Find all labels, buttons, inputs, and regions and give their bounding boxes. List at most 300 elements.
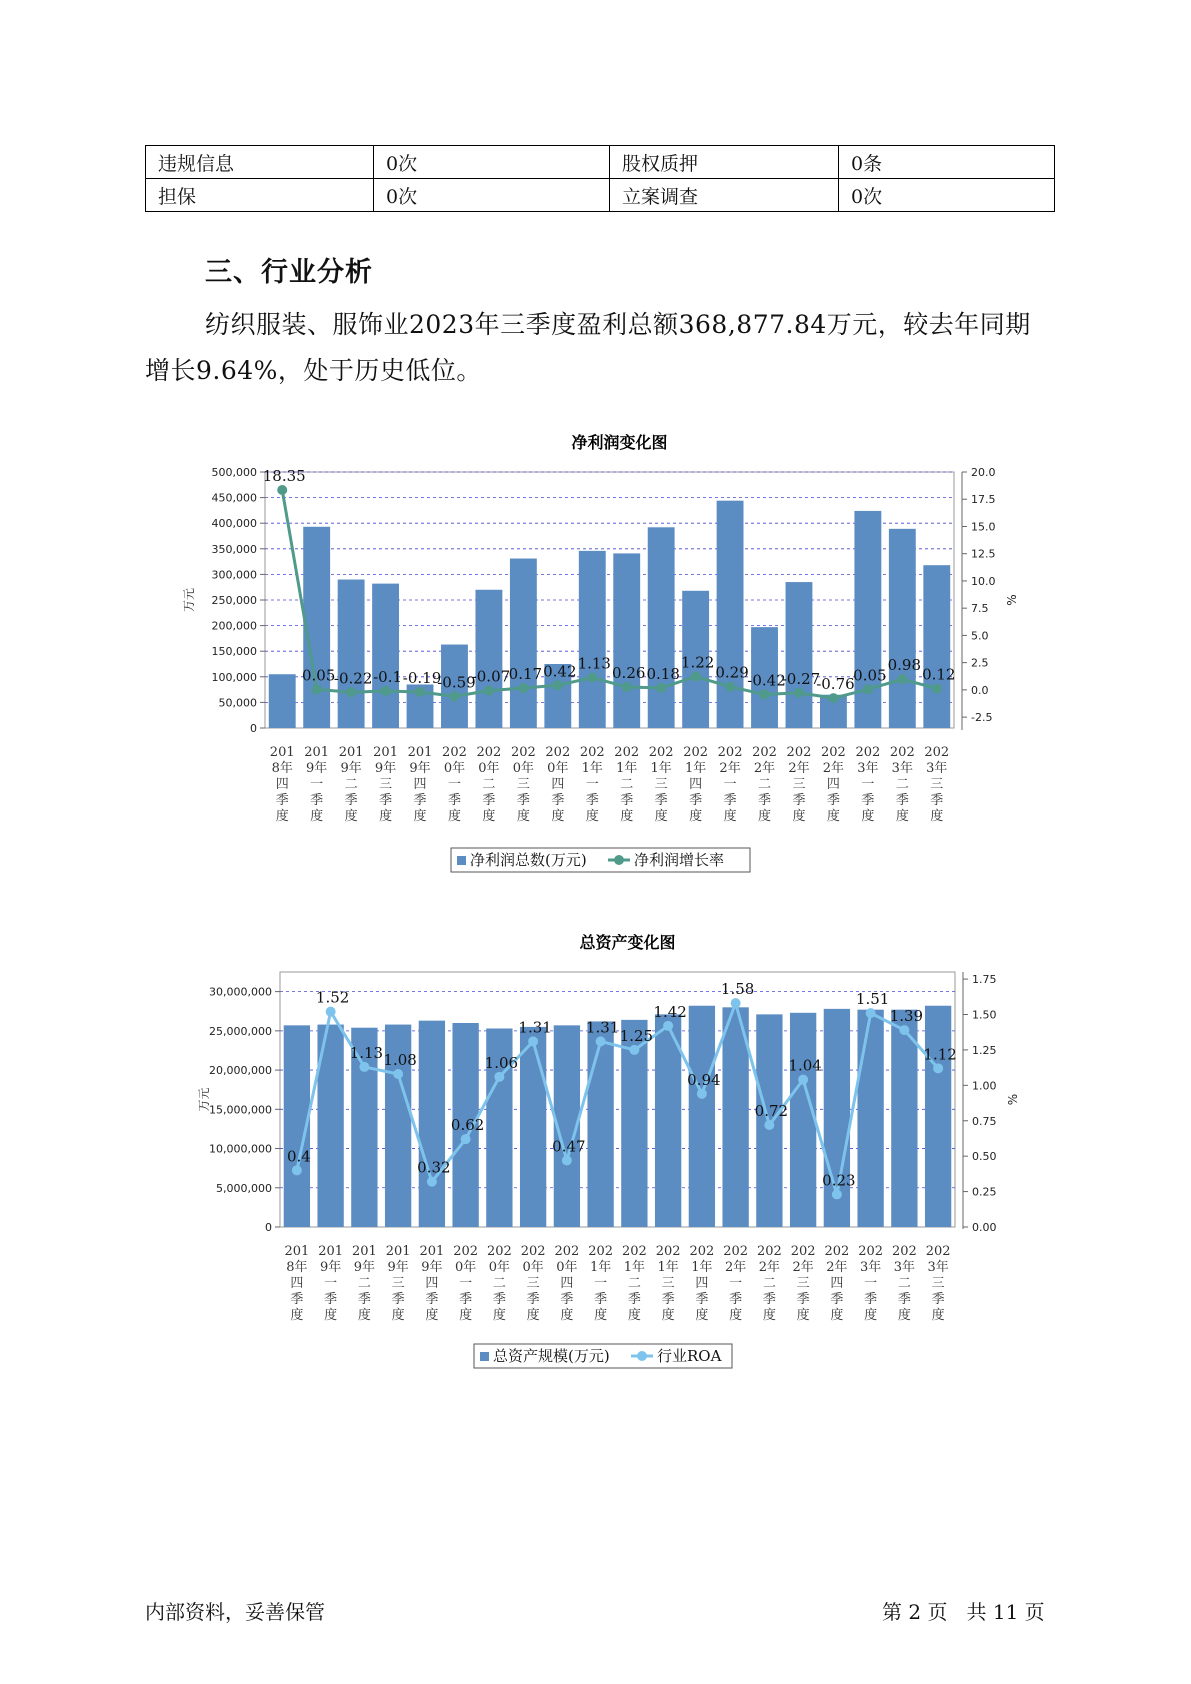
- x-tick-label: 3年: [927, 1260, 949, 1275]
- x-tick-label: 1年: [623, 1260, 646, 1275]
- x-tick-label: 四: [413, 777, 427, 792]
- x-tick-label: 9年: [340, 761, 362, 776]
- x-tick-label: 202: [655, 1244, 681, 1259]
- x-tick-label: 度: [594, 1308, 608, 1323]
- line-point: [897, 674, 907, 684]
- data-label: 0.17: [508, 665, 543, 684]
- line-point: [461, 1134, 471, 1144]
- x-tick-label: 季: [492, 1292, 506, 1307]
- y-tick-label: 0: [250, 722, 257, 735]
- x-tick-label: 1年: [650, 761, 672, 776]
- line-point: [277, 485, 287, 495]
- x-tick-label: 季: [897, 1292, 911, 1307]
- x-tick-label: 季: [661, 1292, 675, 1307]
- y2-tick-label: 0.50: [972, 1150, 997, 1164]
- x-tick-label: 季: [526, 1292, 540, 1307]
- line-point: [528, 1036, 538, 1046]
- x-tick-label: 度: [729, 1308, 743, 1323]
- x-tick-label: 度: [930, 809, 944, 824]
- x-tick-label: 二: [762, 1276, 776, 1291]
- footer-confidential: 内部资料，妥善保管: [145, 1600, 325, 1624]
- x-tick-label: 三: [930, 777, 944, 792]
- y2-tick-label: 1.25: [972, 1043, 997, 1057]
- x-tick-label: 度: [861, 809, 875, 824]
- y-tick-label: 20,000,000: [209, 1064, 272, 1078]
- x-tick-label: 0年: [478, 761, 500, 776]
- x-tick-label: 0年: [512, 761, 535, 776]
- y2-axis-label: %: [1005, 594, 1019, 606]
- x-tick-label: 季: [413, 793, 427, 808]
- line-point: [697, 1089, 707, 1099]
- x-tick-label: 三: [796, 1276, 810, 1291]
- x-tick-label: 季: [344, 793, 358, 808]
- x-tick-label: 四: [290, 1276, 304, 1291]
- x-tick-label: 度: [379, 809, 393, 824]
- x-tick-label: 3年: [926, 761, 948, 776]
- x-tick-label: 度: [695, 1308, 709, 1323]
- x-tick-label: 三: [792, 777, 806, 792]
- data-label: 1.31: [518, 1018, 552, 1037]
- line-point: [760, 689, 770, 699]
- data-label: 1.04: [788, 1056, 822, 1075]
- legend-line-marker: [637, 1351, 647, 1361]
- x-tick-label: 季: [627, 1292, 641, 1307]
- y-tick-label: 5,000,000: [216, 1181, 272, 1195]
- line-point: [449, 691, 459, 701]
- x-tick-label: 202: [453, 1244, 479, 1259]
- x-tick-label: 季: [654, 793, 668, 808]
- x-tick-label: 202: [545, 745, 571, 760]
- data-label: 0.62: [450, 1116, 485, 1135]
- x-tick-label: 202: [925, 1244, 951, 1259]
- x-tick-label: 季: [792, 793, 806, 808]
- x-tick-label: 3年: [857, 761, 879, 776]
- x-tick-label: 季: [560, 1292, 574, 1307]
- x-tick-label: 2年: [788, 761, 810, 776]
- line-point: [494, 1072, 504, 1082]
- line-point: [933, 1063, 943, 1073]
- x-tick-label: 四: [425, 1276, 439, 1291]
- x-tick-label: 201: [304, 745, 330, 760]
- x-tick-label: 202: [855, 745, 881, 760]
- line-point: [731, 998, 741, 1008]
- line-point: [622, 682, 632, 692]
- x-tick-label: 季: [729, 1292, 743, 1307]
- x-tick-label: 三: [516, 777, 530, 792]
- bar: [717, 501, 744, 728]
- y2-tick-label: 2.5: [971, 656, 989, 670]
- x-tick-label: 0年: [547, 761, 569, 776]
- line-point: [393, 1069, 403, 1079]
- x-tick-label: 度: [796, 1308, 810, 1323]
- footer-page-number: 第 2 页 共 11 页: [882, 1600, 1045, 1624]
- data-label: 1.58: [720, 980, 755, 999]
- x-tick-label: 202: [924, 745, 950, 760]
- table-cell: 0次: [374, 179, 610, 212]
- bar: [925, 1006, 951, 1227]
- x-tick-label: 一: [729, 1276, 743, 1291]
- x-tick-label: 度: [551, 809, 565, 824]
- y2-tick-label: 0.25: [972, 1185, 997, 1199]
- data-label: 1.08: [383, 1051, 417, 1069]
- x-tick-label: 201: [373, 745, 398, 760]
- bar: [613, 553, 640, 728]
- bar: [648, 527, 675, 728]
- line-point: [562, 1155, 572, 1165]
- x-tick-label: 度: [689, 809, 703, 824]
- x-tick-label: 3年: [891, 761, 913, 776]
- x-tick-label: 度: [447, 809, 461, 824]
- x-tick-label: 度: [482, 809, 496, 824]
- x-tick-label: 度: [620, 809, 634, 824]
- legend-bar-swatch: [457, 856, 466, 865]
- data-label: 0.12: [922, 665, 956, 684]
- x-tick-label: 季: [482, 793, 496, 808]
- x-tick-label: 0年: [454, 1260, 477, 1275]
- y-axis-label: 万元: [182, 587, 196, 613]
- x-tick-label: 季: [762, 1292, 776, 1307]
- x-tick-label: 度: [895, 809, 909, 824]
- chart-title: 总资产变化图: [579, 933, 676, 952]
- x-tick-label: 季: [930, 793, 944, 808]
- data-label: 1.13: [577, 654, 611, 673]
- y-tick-label: 10,000,000: [209, 1142, 272, 1156]
- line-point: [663, 1021, 673, 1031]
- x-tick-label: 二: [492, 1276, 506, 1291]
- data-label: 0.05: [853, 666, 887, 685]
- x-tick-label: 季: [758, 793, 772, 808]
- x-tick-label: 度: [723, 809, 737, 824]
- x-tick-label: 8年: [271, 761, 293, 776]
- x-tick-label: 202: [510, 745, 536, 760]
- x-tick-label: 四: [830, 1276, 844, 1291]
- table-cell: 违规信息: [146, 146, 374, 179]
- x-tick-label: 季: [357, 1292, 371, 1307]
- x-tick-label: 季: [689, 793, 703, 808]
- y-tick-label: 50,000: [218, 696, 257, 710]
- x-tick-label: 度: [762, 1308, 776, 1323]
- table-row: [146, 146, 1055, 179]
- x-tick-label: 季: [931, 1292, 945, 1307]
- bar: [579, 551, 606, 728]
- x-tick-label: 0年: [556, 1260, 578, 1275]
- line-point: [381, 686, 391, 696]
- y-tick-label: 150,000: [211, 645, 257, 659]
- analysis-paragraph: 纺织服装、服饰业2023年三季度盈利总额368,877.84万元，较去年同期增长9.64%，处于历史低位。: [145, 310, 1031, 385]
- line-point: [932, 684, 942, 694]
- line-point: [518, 683, 528, 693]
- bar: [854, 511, 881, 728]
- line-point: [326, 1007, 336, 1017]
- x-tick-label: 202: [723, 1244, 749, 1259]
- x-tick-label: 季: [516, 793, 530, 808]
- x-tick-label: 202: [614, 745, 640, 760]
- data-label: 0.23: [822, 1171, 856, 1190]
- data-label: 0.94: [687, 1070, 721, 1089]
- y-tick-label: 100,000: [211, 670, 257, 684]
- x-tick-label: 202: [442, 745, 467, 760]
- x-tick-label: 0年: [522, 1260, 544, 1275]
- bar: [372, 584, 399, 728]
- x-tick-label: 度: [492, 1308, 506, 1323]
- bar: [790, 1013, 816, 1227]
- data-label: 1.12: [923, 1045, 957, 1064]
- x-tick-label: 202: [717, 745, 743, 760]
- x-tick-label: 度: [425, 1308, 439, 1323]
- line-point: [794, 688, 804, 698]
- bar: [475, 590, 502, 728]
- x-tick-label: 202: [786, 745, 812, 760]
- x-tick-label: 三: [931, 1276, 945, 1291]
- x-tick-label: 202: [486, 1244, 512, 1259]
- x-tick-label: 度: [758, 809, 772, 824]
- y-tick-label: 300,000: [211, 568, 257, 582]
- x-tick-label: 季: [425, 1292, 439, 1307]
- legend-line-label: 净利润增长率: [634, 851, 725, 869]
- line-point: [587, 673, 597, 683]
- x-tick-label: 季: [830, 1292, 844, 1307]
- bar: [419, 1021, 445, 1227]
- bar: [857, 1010, 883, 1227]
- x-tick-label: 3年: [893, 1260, 916, 1275]
- x-tick-label: 度: [931, 1308, 945, 1323]
- bar: [520, 1027, 546, 1227]
- x-tick-label: 9年: [319, 1260, 342, 1275]
- x-tick-label: 度: [627, 1308, 641, 1323]
- legend-line-label: 行业ROA: [657, 1347, 722, 1365]
- x-tick-label: 二: [895, 777, 909, 792]
- x-tick-label: 四: [826, 777, 840, 792]
- x-tick-label: 四: [560, 1276, 574, 1291]
- x-tick-label: 季: [895, 793, 909, 808]
- legend-bar-label: 净利润总数(万元): [470, 851, 587, 869]
- x-tick-label: 202: [858, 1244, 884, 1259]
- data-label: 1.52: [315, 988, 350, 1007]
- bar: [689, 1006, 715, 1227]
- x-tick-label: 三: [661, 1276, 675, 1291]
- legend-bar-swatch: [480, 1352, 489, 1361]
- x-tick-label: 一: [861, 777, 875, 792]
- bar: [923, 565, 950, 728]
- x-tick-label: 三: [391, 1276, 405, 1291]
- table-cell: 0条: [839, 146, 1055, 179]
- y2-tick-label: 7.5: [971, 602, 989, 616]
- x-tick-label: 二: [357, 1276, 371, 1291]
- total-assets-chart: [0, 920, 1191, 1380]
- data-label: 1.22: [680, 653, 715, 672]
- y-tick-label: 250,000: [211, 594, 257, 607]
- x-tick-label: 四: [695, 1276, 709, 1291]
- x-tick-label: 9年: [409, 761, 431, 776]
- line-point: [798, 1075, 808, 1085]
- y2-tick-label: 15.0: [971, 520, 996, 534]
- x-tick-label: 季: [695, 1292, 709, 1307]
- x-tick-label: 季: [796, 1292, 810, 1307]
- table-cell: 股权质押: [610, 146, 839, 179]
- x-tick-label: 201: [351, 1244, 377, 1259]
- line-point: [292, 1165, 302, 1175]
- bar: [587, 1021, 613, 1227]
- x-tick-label: 2年: [792, 1260, 814, 1275]
- y-tick-label: 450,000: [211, 491, 257, 505]
- line-point: [629, 1045, 639, 1055]
- x-tick-label: 度: [864, 1308, 878, 1323]
- y2-tick-label: 1.75: [972, 973, 997, 987]
- y2-tick-label: 0.00: [972, 1221, 997, 1234]
- data-label: 0.42: [543, 662, 577, 681]
- data-label: 18.35: [262, 466, 306, 485]
- legend-bar-label: 总资产规模(万元): [493, 1347, 610, 1365]
- data-label: -0.19: [402, 668, 442, 687]
- x-tick-label: 3年: [859, 1260, 882, 1275]
- x-tick-label: 一: [459, 1276, 473, 1291]
- y2-tick-label: 0.0: [971, 683, 989, 697]
- x-tick-label: 度: [516, 809, 530, 824]
- x-tick-label: 一: [864, 1276, 878, 1291]
- data-label: 0.18: [646, 664, 680, 683]
- x-tick-label: 三: [526, 1276, 540, 1291]
- x-tick-label: 1年: [581, 761, 603, 776]
- data-label: -0.59: [437, 673, 476, 692]
- x-tick-label: 202: [790, 1244, 816, 1259]
- x-tick-label: 二: [897, 1276, 911, 1291]
- y2-tick-label: 1.00: [972, 1079, 997, 1093]
- x-tick-label: 度: [830, 1308, 844, 1323]
- x-tick-label: 度: [560, 1308, 574, 1323]
- y-tick-label: 200,000: [211, 619, 257, 633]
- x-tick-label: 四: [275, 777, 289, 792]
- data-label: 0.05: [301, 666, 336, 685]
- x-tick-label: 202: [752, 745, 777, 760]
- line-point: [359, 1062, 369, 1072]
- line-point: [764, 1120, 774, 1130]
- x-tick-label: 度: [391, 1308, 405, 1323]
- x-tick-label: 2年: [826, 1260, 848, 1275]
- y-tick-label: 15,000,000: [209, 1103, 272, 1117]
- line-point: [866, 1008, 876, 1018]
- data-label: 1.25: [619, 1026, 654, 1045]
- x-tick-label: 度: [324, 1308, 338, 1323]
- x-tick-label: 202: [891, 1244, 917, 1259]
- x-tick-label: 季: [861, 793, 875, 808]
- data-label: 0.26: [612, 664, 646, 683]
- x-tick-label: 季: [826, 793, 840, 808]
- x-tick-label: 三: [654, 777, 668, 792]
- y2-tick-label: 12.5: [971, 547, 996, 561]
- data-label: 0.29: [715, 663, 749, 682]
- line-point: [899, 1025, 909, 1035]
- x-tick-label: 度: [792, 809, 806, 824]
- x-tick-label: 季: [620, 793, 634, 808]
- table-cell: 0次: [374, 146, 610, 179]
- bar: [338, 580, 365, 728]
- x-tick-label: 二: [482, 777, 496, 792]
- x-tick-label: 201: [419, 1244, 445, 1259]
- data-label: 0.47: [552, 1137, 586, 1156]
- y-axis-label: 万元: [197, 1087, 211, 1112]
- x-tick-label: 0年: [443, 761, 466, 776]
- x-tick-label: 1年: [616, 761, 638, 776]
- x-tick-label: 9年: [353, 1260, 376, 1275]
- x-tick-label: 三: [379, 777, 393, 792]
- y2-tick-label: 20.0: [971, 466, 996, 479]
- data-label: -0.27: [781, 669, 821, 688]
- x-tick-label: 度: [310, 809, 324, 824]
- line-point: [415, 687, 425, 697]
- data-label: 1.39: [889, 1007, 924, 1026]
- x-tick-label: 2年: [822, 761, 845, 776]
- table-cell: 担保: [146, 179, 374, 212]
- info-table: [145, 145, 1055, 212]
- x-tick-label: 0年: [488, 1260, 511, 1275]
- x-tick-label: 四: [551, 777, 565, 792]
- line-point: [427, 1177, 437, 1187]
- x-tick-label: 202: [824, 1244, 850, 1259]
- table-row: [146, 179, 1055, 212]
- line-point: [553, 680, 563, 690]
- line-point: [346, 687, 356, 697]
- line-point: [484, 686, 494, 696]
- x-tick-label: 二: [627, 1276, 641, 1291]
- chart-title: 净利润变化图: [571, 433, 668, 452]
- table-cell: 0次: [839, 179, 1055, 212]
- x-tick-label: 1年: [589, 1260, 612, 1275]
- x-tick-label: 季: [551, 793, 565, 808]
- x-tick-label: 9年: [374, 761, 397, 776]
- x-tick-label: 季: [290, 1292, 304, 1307]
- x-tick-label: 202: [648, 745, 674, 760]
- y2-tick-label: 17.5: [971, 493, 996, 507]
- y2-axis-label: %: [1006, 1093, 1020, 1106]
- x-tick-label: 度: [826, 809, 840, 824]
- x-tick-label: 一: [324, 1276, 338, 1291]
- x-tick-label: 2年: [719, 761, 741, 776]
- data-label: -0.07: [471, 667, 511, 686]
- x-tick-label: 度: [526, 1308, 540, 1323]
- x-tick-label: 2年: [758, 1260, 781, 1275]
- x-tick-label: 1年: [684, 761, 707, 776]
- x-tick-label: 202: [756, 1244, 782, 1259]
- x-tick-label: 季: [585, 793, 599, 808]
- x-tick-label: 202: [689, 1244, 715, 1259]
- x-tick-label: 度: [413, 809, 427, 824]
- data-label: 0.4: [286, 1147, 311, 1166]
- x-tick-label: 度: [661, 1308, 675, 1323]
- x-tick-label: 度: [344, 809, 358, 824]
- x-tick-label: 202: [476, 745, 502, 760]
- data-label: 1.13: [349, 1043, 384, 1062]
- x-tick-label: 9年: [306, 761, 328, 776]
- bar: [510, 559, 537, 728]
- line-point: [725, 682, 735, 692]
- bar: [786, 582, 813, 728]
- x-tick-label: 一: [594, 1276, 608, 1291]
- x-tick-label: 201: [407, 745, 433, 760]
- x-tick-label: 季: [459, 1292, 473, 1307]
- y2-tick-label: -2.5: [971, 711, 993, 725]
- data-label: -0.42: [747, 671, 786, 690]
- x-tick-label: 1年: [657, 1260, 679, 1275]
- table-cell: 立案调查: [610, 179, 839, 212]
- y-tick-label: 350,000: [211, 542, 257, 556]
- x-tick-label: 201: [269, 745, 295, 760]
- x-tick-label: 度: [654, 809, 668, 824]
- y-tick-label: 500,000: [211, 466, 257, 479]
- y2-tick-label: 5.0: [971, 629, 989, 643]
- x-tick-label: 季: [723, 793, 737, 808]
- y-tick-label: 400,000: [211, 517, 257, 531]
- data-label: 0.32: [417, 1158, 451, 1177]
